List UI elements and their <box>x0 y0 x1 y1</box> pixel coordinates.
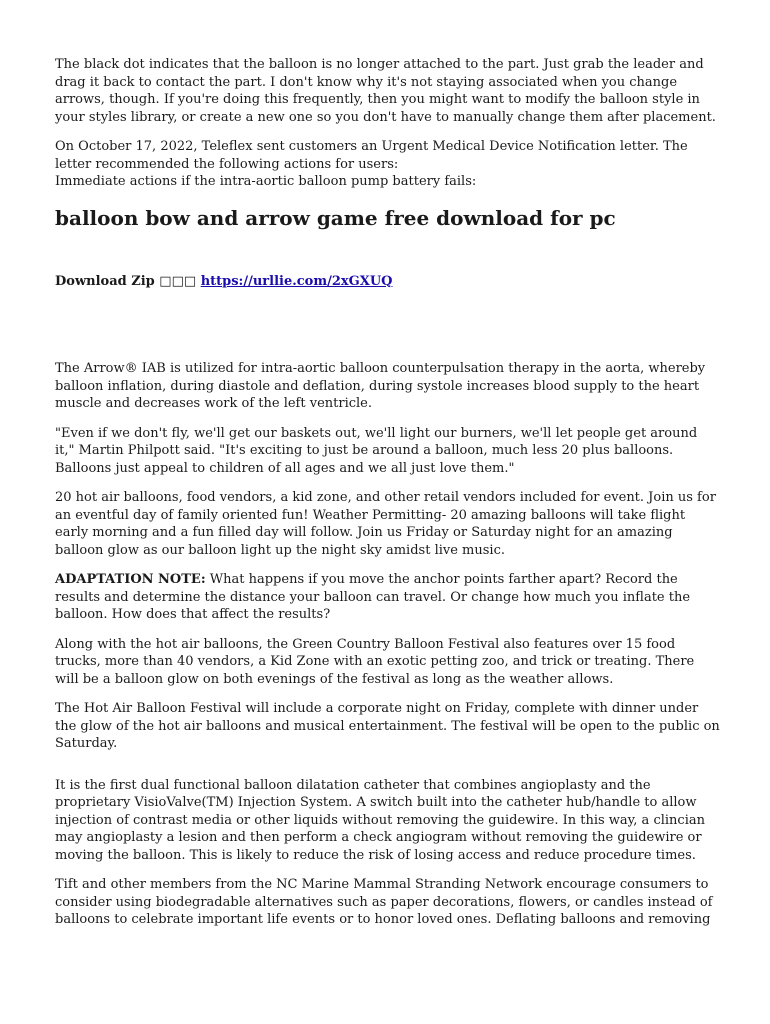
paragraph-arrow-iab: The Arrow® IAB is utilized for intra-aortic balloon counterpulsation therapy in the aorta, whereby balloon inflation, during diastole and deflation, during systole increases blood supply to the heart muscle and decreases work of the left ventricle. <box>55 361 706 411</box>
paragraph-adaptation-note <box>55 571 720 624</box>
download-label: Download Zip <box>55 273 155 289</box>
adaptation-text: What happens if you move the anchor points farther apart? Record the results and determine the distance your balloon can travel. Or change how much you inflate the balloon. How does that affect the results? <box>55 572 691 622</box>
download-glyphs: □□□ <box>159 273 197 289</box>
paragraph-festival-vendors: 20 hot air balloons, food vendors, a kid zone, and other retail vendors included for event. Join us for an eventful day of family oriented fun! Weather Permitting- 20 amazing balloons will take flight early morning and a fun filled day will follow. Join us Friday or Saturday night for an amazing balloon glow as our balloon light up the night sky amidst live music. <box>55 490 716 558</box>
paragraph-green-country: Along with the hot air balloons, the Green Country Balloon Festival also features over 15 food trucks, more than 40 vendors, a Kid Zone with an exotic petting zoo, and trick or treating. There will be a balloon glow on both evenings of the festival as long as the weather allows. <box>55 636 695 687</box>
adaptation-label: ADAPTATION NOTE: <box>55 572 206 587</box>
paragraph-teleflex-notice <box>55 138 720 191</box>
paragraph-balloon-dot: The black dot indicates that the balloon is no longer attached to the part. Just grab the leader and drag it back to contact the part. I don't know why it's not staying associated when you change arrows, though. If you're doing this frequently, then you might want to modify the balloon style in your styles library, or create a new one so you don't have to manually change them after placement. <box>55 57 716 125</box>
paragraph-corporate-night: The Hot Air Balloon Festival will include a corporate night on Friday, complete with dinner under the glow of the hot air balloons and musical entertainment. The festival will be open to the public on Saturday. <box>55 701 720 751</box>
download-link[interactable]: https://urllie.com/2xGXUQ <box>200 273 393 289</box>
page-title: balloon bow and arrow game free download for pc <box>55 205 616 230</box>
paragraph-philpott-quote: "Even if we don't fly, we'll get our baskets out, we'll light our burners, we'll let people get around it," Martin Philpott said. "It's exciting to just be around a balloon, much less 20 plus balloons. Balloons just appeal to children of all ages and we all just love them." <box>55 425 698 476</box>
paragraph-catheter: It is the first dual functional balloon dilatation catheter that combines angioplasty and the proprietary VisioValve(TM) Injection System. A switch built into the catheter hub/handle to allow injection of contrast media or other liquids without removing the guidewire. In this way, a clincian may angioplasty a lesion and then perform a check angiogram without removing the guidewire or moving the balloon. This is likely to reduce the risk of losing access and reduce procedure times. <box>55 777 705 863</box>
notice-line-1: On October 17, 2022, Teleflex sent customers an Urgent Medical Device Notification letter. The letter recommended the following actions for users: <box>55 139 688 172</box>
download-line <box>55 273 720 291</box>
section-gap <box>55 765 720 777</box>
notice-line-2: Immediate actions if the intra-aortic balloon pump battery fails: <box>55 174 477 189</box>
article-body <box>55 56 720 941</box>
paragraph-tift-stranding: Tift and other members from the NC Marine Mammal Stranding Network encourage consumers to consider using biodegradable alternatives such as paper decorations, flowers, or candles instead of balloons to celebrate important life events or to honor loved ones. Deflating balloons and removing <box>55 877 713 927</box>
